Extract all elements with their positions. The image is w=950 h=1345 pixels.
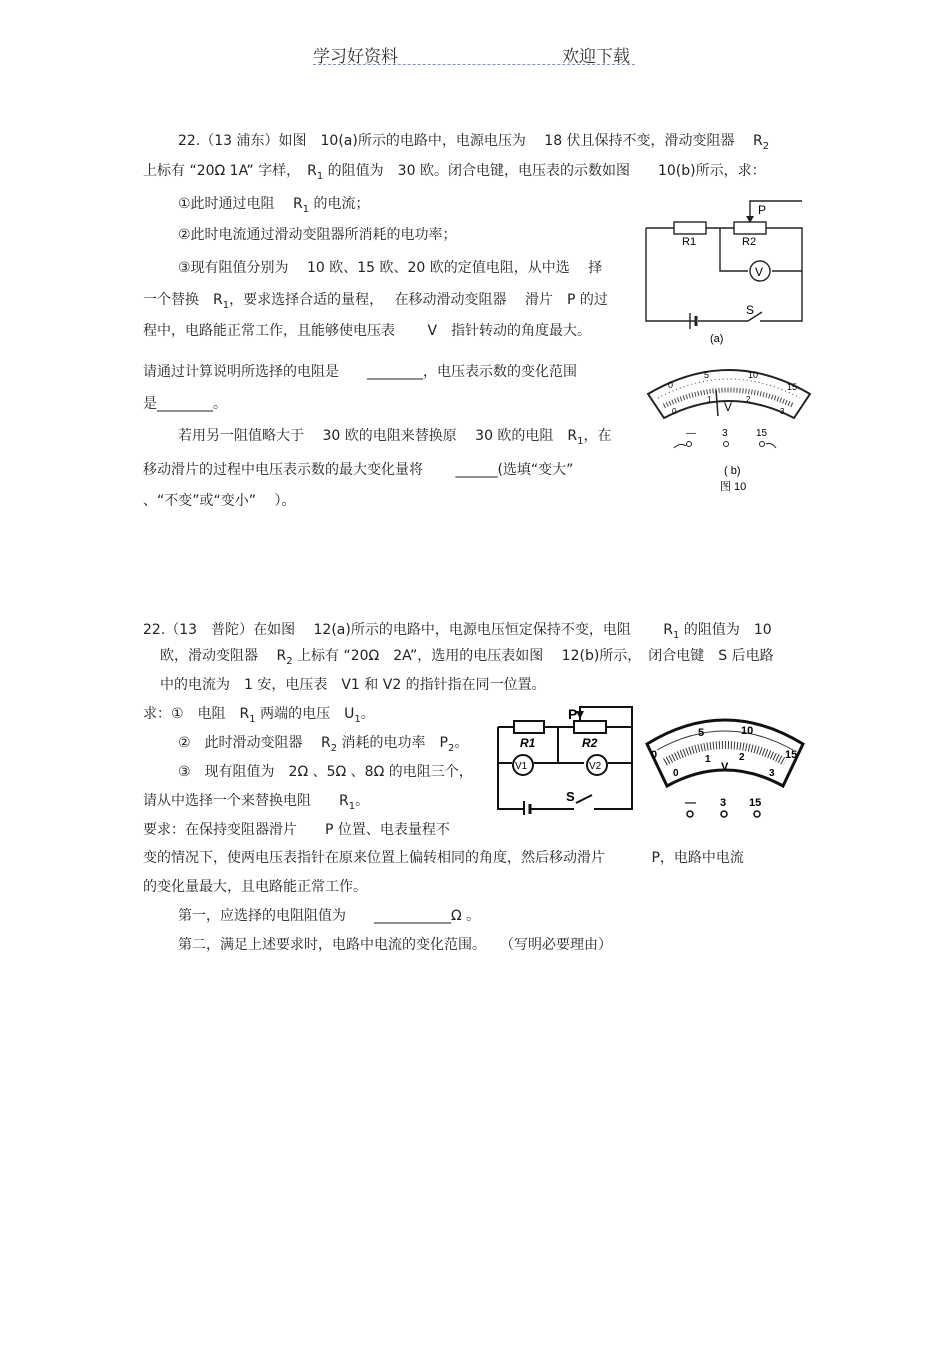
q1-scale-top-1: 5 [704, 370, 710, 380]
q2-ask3: ③ 现有阻值为 2Ω 、5Ω 、8Ω 的电阻三个， [178, 764, 473, 780]
q1-scale-bot-2: 2 [746, 395, 751, 404]
q2-scale-bot-1: 1 [705, 754, 711, 765]
q2-terminal-neg: — [685, 797, 696, 809]
q2-r2-label: R2 [582, 736, 598, 750]
switch-label: S [746, 303, 755, 317]
q1-scale-top-2: 10 [748, 370, 759, 380]
slider-label: P [758, 203, 767, 217]
q1-line-a6: 移动滑片的过程中电压表示数的最大变化量将 ______(选填“变大” [143, 462, 574, 478]
q2-req1: 要求：在保持变阻器滑片 P 位置、电表量程不 [143, 822, 450, 838]
q1-line-a1: 一个替换 $R_1$，要求选择合适的量程， 在移动滑动变阻器 滑片 P 的过 [143, 292, 608, 311]
q1-scale-bot-0: 0 [672, 407, 677, 416]
q2-scale-top-1: 5 [698, 727, 705, 739]
q2-second: 第二，满足上述要求时，电路中电流的变化范围。 （写明必要理由） [178, 937, 612, 953]
q1-scale-top-0: 0 [668, 380, 674, 390]
q1-terminal-neg: — [686, 428, 696, 439]
q1-line-a4: 是________。 [143, 396, 227, 412]
fig-a-label: (a) [710, 333, 724, 345]
q2-scale-top-2: 10 [741, 725, 754, 737]
q2-req3: 的变化量最大，且电路能正常工作。 [143, 879, 367, 895]
r1-label: R1 [682, 236, 697, 248]
q2-req2: 变的情况下，使两电压表指针在原来位置上偏转相同的角度，然后移动滑片 P，电路中电流 [143, 850, 744, 866]
q2-dial-v: V [721, 761, 729, 773]
header-left: 学习好资料 [313, 47, 398, 67]
q2-v2-label: V2 [589, 761, 602, 772]
q2-voltmeter-dial [643, 708, 807, 820]
header-right: 欢迎下载 [562, 47, 630, 67]
q2-switch-label: S [566, 789, 575, 804]
q2-terminal-15: 15 [749, 797, 762, 809]
q2-ask4: 请从中选择一个来替换电阻 $R_1$。 [143, 793, 370, 812]
q1-terminal-15: 15 [756, 428, 768, 439]
q2-scale-top-0: 0 [651, 749, 658, 761]
fig-10-caption: 图 10 [720, 481, 747, 493]
fig-b-label: ( b) [724, 465, 741, 477]
q2-slider-label: P [568, 706, 578, 722]
q2-scale-bot-0: 0 [673, 768, 679, 779]
q1-circuit-diagram [640, 196, 810, 348]
q2-scale-top-3: 15 [785, 749, 798, 761]
header-divider [313, 64, 635, 65]
q1-line1: 22.（13 浦东）如图 10(a)所示的电路中，电源电压为 18 伏且保持不变，滑动变阻器 $R_2$ [178, 133, 770, 152]
q2-line2: 欧，滑动变阻器 $R_2$ 上标有 “20Ω 2A”，选用的电压表如图 12(b)所示， 闭合电键 S 后电路 [160, 648, 774, 667]
q1-item2: ②此时电流通过滑动变阻器所消耗的电功率； [178, 227, 457, 243]
q1-terminal-3: 3 [722, 428, 728, 439]
q1-line-a7: 、“不变”或“变小” ）。 [143, 493, 296, 509]
q2-scale-bot-3: 3 [769, 768, 775, 779]
q1-scale-bot-3: 3 [780, 407, 785, 416]
r1-resistor [674, 222, 706, 234]
q1-scale-top-3: 15 [787, 382, 798, 392]
voltmeter-label: V [755, 265, 764, 279]
q2-first: 第一，应选择的电阻阻值为 ___________Ω 。 [178, 908, 481, 924]
r2-label: R2 [742, 236, 757, 248]
q2-scale-bot-2: 2 [739, 752, 745, 763]
q2-line3: 中的电流为 1 安，电压表 V1 和 V2 的指针指在同一位置。 [160, 677, 546, 693]
r2-resistor [734, 222, 766, 234]
q1-dial-v: V [724, 400, 733, 414]
q1-scale-bot-1: 1 [707, 395, 712, 404]
q1-line-a5: 若用另一阻值略大于 30 欧的电阻来替换原 30 欧的电阻 $R_1$，在 [178, 428, 612, 447]
q1-line-a2: 程中，电路能正常工作，且能够使电压表 V 指针转动的角度最大。 [143, 323, 592, 339]
q1-item1: ①此时通过电阻 $R_1$ 的电流； [178, 196, 370, 215]
q2-terminal-3: 3 [720, 797, 727, 809]
q1-line2: 上标有 “20Ω 1A” 字样， $R_1$ 的阻值为 30 欧。闭合电键，电压表的示数如图 10(b)所示，求： [143, 163, 766, 182]
q1-item3: ③现有阻值分别为 10 欧、15 欧、20 欧的定值电阻，从中选 择 [178, 260, 603, 276]
q2-v1-label: V1 [515, 761, 528, 772]
q2-circuit-diagram [494, 703, 636, 815]
q2-ask1: 求：① 电阻 $R_1$ 两端的电压 $U_1$。 [143, 706, 375, 725]
q2-line1: 22.（13 普陀）在如图 12(a)所示的电路中，电源电压恒定保持不变，电阻 $R_1$ 的阻值为 10 [143, 622, 772, 641]
q2-ask2: ② 此时滑动变阻器 $R_2$ 消耗的电功率 $P_2$。 [178, 735, 469, 754]
q2-r1-label: R1 [520, 736, 536, 750]
q1-voltmeter-dial [644, 356, 814, 496]
q1-line-a3: 请通过计算说明所选择的电阻是 ________，电压表示数的变化范围 [143, 364, 577, 380]
